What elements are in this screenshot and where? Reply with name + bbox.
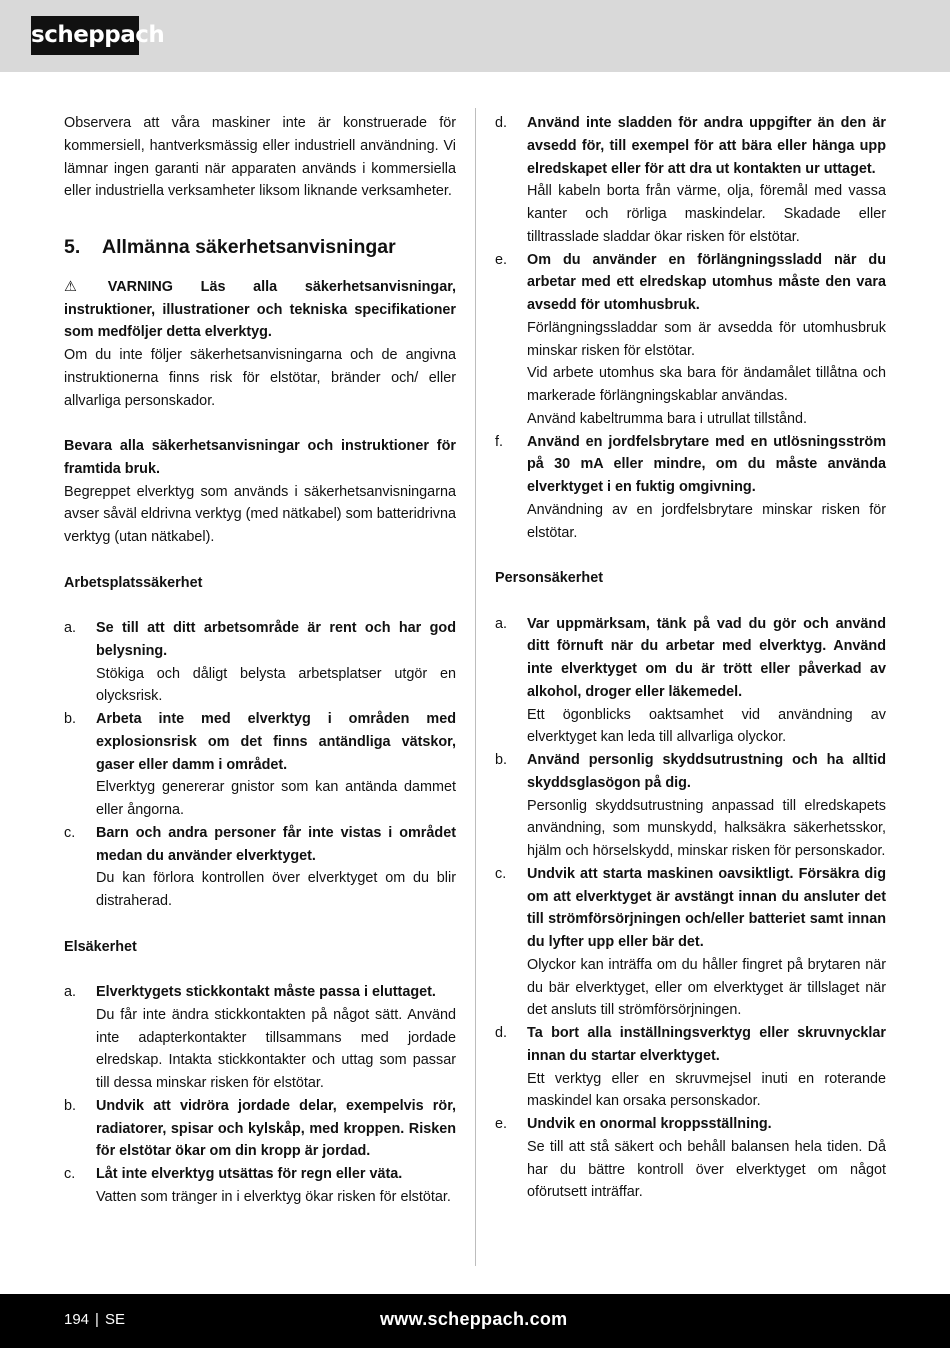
item-text: Elverktyg genererar gnistor som kan antända dammet eller ångorna. — [96, 779, 456, 818]
item-text: Personlig skyddsutrustning anpassad till elredskapets användning, som munskydd, halksäkra säkerhetsskor, hjälm och hörselskydd, minskar risken för personskador. — [527, 797, 886, 859]
item-label: c. — [64, 824, 76, 841]
item-text: Du kan förlora kontrollen över elverktyget om du blir distraherad. — [96, 870, 456, 909]
electrical-safety-title: Elsäkerhet — [64, 938, 137, 955]
item-label: a. — [495, 615, 508, 632]
section-heading — [64, 236, 456, 258]
item-label: b. — [64, 1097, 77, 1114]
warning-icon: ⚠ — [64, 278, 77, 295]
left-column — [64, 112, 456, 1209]
item-text: Stökiga och dåligt belysta arbetsplatser utgör en olycksrisk. — [96, 665, 456, 705]
item-label: b. — [64, 711, 77, 727]
list-item — [495, 112, 886, 249]
list-item — [495, 1022, 886, 1113]
item-text: Du får inte ändra stickkontakten på något sätt. Använd inte adapterkontakter tillsammans med jordade elredskap. Intakta stickkontakter och uttag som passar till dessa minskar risken för elstötar. — [96, 1006, 456, 1091]
item-bold-text: Arbeta inte med elverktyg i områden med explosionsrisk om det finns antändliga vätskor, gaser eller damm i området. — [96, 711, 456, 773]
item-label: b. — [495, 752, 508, 768]
keep-instructions-text: Begreppet elverktyg som används i säkerhetsanvisningarna avser såväl eldrivna verktyg (med nätkabel) som batteridrivna verktyg (utan nätkabel). — [64, 483, 456, 545]
list-item — [64, 708, 456, 822]
item-label: e. — [495, 1116, 508, 1132]
page-number — [64, 1310, 125, 1330]
item-text: Vatten som tränger in i elverktyg ökar risken för elstötar. — [96, 1188, 451, 1205]
item-text: Håll kabeln borta från värme, olja, föremål med vassa kanter och rörliga maskindelar. Skadade eller tilltrasslade sladdar ökar risken för elstötar. — [527, 183, 886, 245]
list-item — [495, 1113, 886, 1204]
item-bold-text: Använd en jordfelsbrytare med en utlösningsström på 30 mA eller mindre, om du måste använda elverktyget i en fuktig omgivning. — [527, 433, 886, 495]
item-label: c. — [495, 865, 507, 882]
item-text: Vid arbete utomhus ska bara för ändamålet tillåtna och markerade förlängningskablar användas. — [527, 365, 886, 404]
item-text: Olyckor kan inträffa om du håller fingret på brytaren när du bär elverktyget, eller om elverktyget är tillslaget när det ansluts till strömförsörjningen. — [527, 956, 886, 1019]
item-label: c. — [64, 1166, 76, 1182]
item-text: Förlängningssladdar som är avsedda för utomhusbruk minskar risken för elstötar. — [527, 319, 886, 359]
item-label: d. — [495, 115, 508, 131]
item-text: Ett ögonblicks oaktsamhet vid användning av elverktyget kan leda till allvarliga olyckor. — [527, 706, 886, 746]
intro-paragraph: Observera att våra maskiner inte är konstruerade för kommersiell, hantverksmässig eller industriell användning. Vi lämnar ingen garanti när apparaten används i kommersiella eller industriella verksamheter liksom liknande verksamheter. — [64, 115, 456, 200]
item-bold-text: Elverktygets stickkontakt måste passa i eluttaget. — [96, 984, 436, 1000]
page-header — [0, 0, 950, 72]
item-bold-text: Använd personlig skyddsutrustning och ha alltid skyddsglasögon på dig. — [527, 752, 886, 791]
item-bold-text: Undvik att vidröra jordade delar, exempelvis rör, radiatorer, spisar och kylskåp, med kroppen. Risken för elstötar ökar om din kropp är jordad. — [96, 1097, 456, 1160]
item-text: Använd kabeltrumma bara i utrullat tillstånd. — [527, 410, 807, 427]
work-safety-title: Arbetsplatssäkerhet — [64, 574, 203, 591]
column-divider — [475, 108, 476, 1266]
page-number-value: 194 — [64, 1311, 90, 1328]
right-column — [495, 112, 886, 1204]
list-item — [495, 431, 886, 545]
list-item — [64, 1095, 456, 1163]
personal-safety-title: Personsäkerhet — [495, 570, 603, 586]
item-bold-text: Se till att ditt arbetsområde är rent och har god belysning. — [96, 620, 456, 659]
item-label: a. — [64, 984, 77, 1000]
section-number: 5. — [64, 235, 81, 258]
list-item — [495, 749, 886, 863]
item-bold-text: Var uppmärksam, tänk på vad du gör och använd ditt förnuft när du arbetar med elverktyg. Använd inte elverktyget om du är trött eller påverkad av alkohol, droger eller läkemedel. — [527, 615, 886, 700]
list-item — [495, 613, 886, 750]
list-item — [64, 617, 456, 708]
page-footer — [0, 1294, 950, 1348]
list-item — [64, 822, 456, 913]
list-item — [495, 249, 886, 431]
item-text: Se till att stå säkert och behåll balansen hela tiden. Då har du bättre kontroll över elverktyget om något oförutsett inträffar. — [527, 1138, 886, 1201]
item-text: Ett verktyg eller en skruvmejsel inuti en roterande maskindel kan orsaka personskador. — [527, 1070, 886, 1110]
language-code: SE — [104, 1311, 125, 1328]
keep-instructions-heading: Bevara alla säkerhetsanvisningar och instruktioner för framtida bruk. — [64, 438, 456, 477]
item-bold-text: Undvik en onormal kroppsställning. — [527, 1116, 772, 1132]
item-label: e. — [495, 251, 508, 268]
warning-text: Om du inte följer säkerhetsanvisningarna och de angivna instruktionerna finns risk för elstötar, bränder och/ eller allvarliga personskador. — [64, 347, 456, 409]
item-bold-text: Ta bort alla inställningsverktyg eller skruvnycklar innan du startar elverktyget. — [527, 1025, 886, 1064]
item-bold-text: Om du använder en förlängningssladd när du arbetar med ett elredskap utomhus måste den vara avsedd för utomhusbruk. — [527, 251, 886, 313]
list-item — [64, 1163, 456, 1209]
scheppach-logo: scheppach — [31, 16, 139, 55]
item-bold-text: Låt inte elverktyg utsättas för regn eller väta. — [96, 1166, 403, 1182]
item-label: f. — [495, 433, 503, 450]
item-bold-text: Använd inte sladden för andra uppgifter än den är avsedd för, till exempel för att bära eller hänga upp elredskapet eller för att dra ut kontakten ur uttaget. — [527, 115, 886, 177]
list-item — [64, 981, 456, 1095]
warning-bold-text: VARNING Läs alla säkerhetsanvisningar, instruktioner, illustrationer och tekniska specifikationer som medföljer detta elverktyg. — [64, 278, 457, 341]
item-bold-text: Undvik att starta maskinen oavsiktligt. Försäkra dig om att elverktyget är avstängt innan du ansluter det till strömförsörjningen och/eller batteriet samt innan du lyfter upp eller bär det. — [527, 865, 886, 950]
warning-paragraph — [64, 276, 456, 344]
item-label: a. — [64, 620, 77, 636]
item-bold-text: Barn och andra personer får inte vistas i området medan du använder elverktyget. — [96, 824, 456, 864]
item-text: Användning av en jordfelsbrytare minskar risken för elstötar. — [527, 501, 886, 541]
item-label: d. — [495, 1025, 508, 1041]
website-link[interactable]: www.scheppach.com — [380, 1309, 568, 1329]
list-item — [495, 863, 886, 1022]
section-title: Allmänna säkerhetsanvisningar — [102, 235, 396, 258]
separator: | — [95, 1311, 99, 1328]
